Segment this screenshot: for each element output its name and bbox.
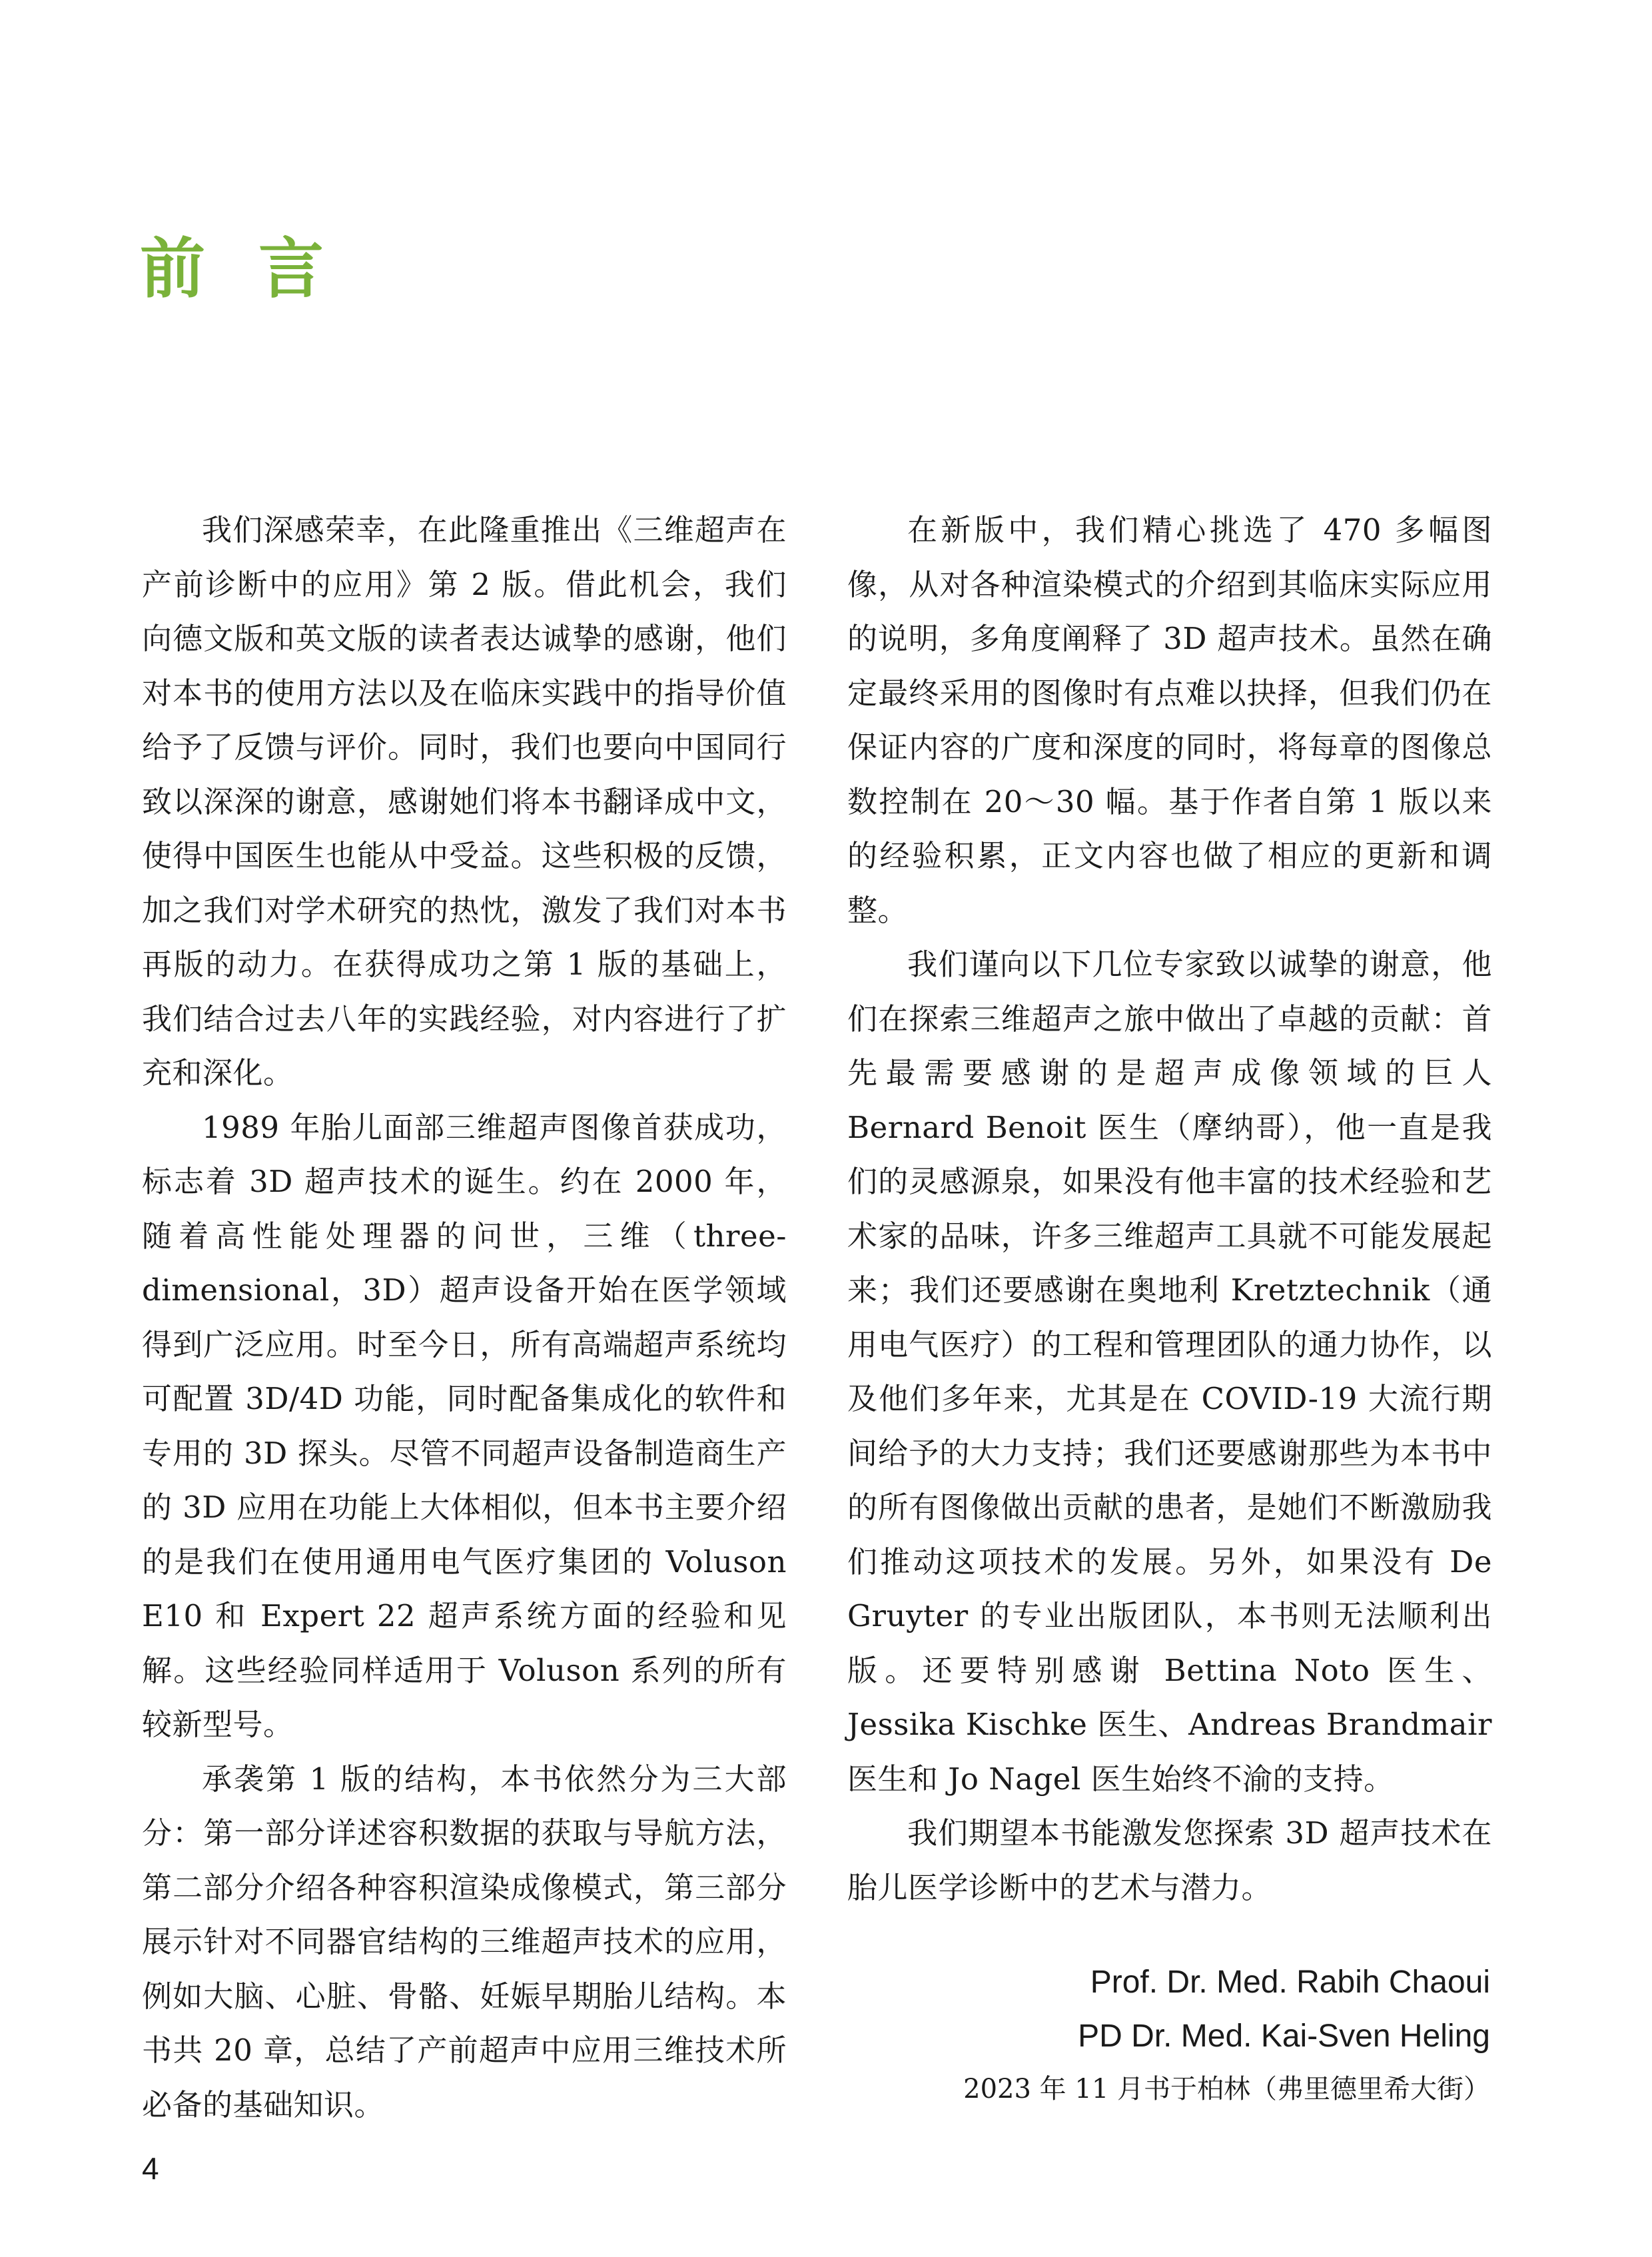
paragraph: 我们期望本书能激发您探索 3D 超声技术在胎儿医学诊断中的艺术与潜力。	[847, 1815, 1492, 1905]
signature-date: 2023 年 11 月书于柏林（弗里德里希大街）	[963, 2074, 1490, 2104]
paragraph: 我们深感荣幸，在此隆重推出《三维超声在产前诊断中的应用》第 2 版。借此机会，我们向德文版和英文版的读者表达诚挚的感谢，他们对本书的使用方法以及在临床实践中的指导价值给予了反馈与评价。同时，我们也要向中国同行致以深深的谢意，感谢她们将本书翻译成中文，使得中国医生也能从中受益。这些积极的反馈，加之我们对学术研究的热忱，激发了我们对本书再版的动力。在获得成功之第 1 版的基础上，我们结合过去八年的实践经验，对内容进行了扩充和深化。	[142, 512, 787, 1091]
paragraph: 我们谨向以下几位专家致以诚挚的谢意，他们在探索三维超声之旅中做出了卓越的贡献：首先最需要感谢的是超声成像领域的巨人 Bernard Benoit 医生（摩纳哥），他一直是我们的灵感源泉，如果没有他丰富的技术经验和艺术家的品味，许多三维超声工具就不可能发展起来；我们还要感谢在奥地利 Kretztechnik（通用电气医疗）的工程和管理团队的通力协作，以及他们多年来，尤其是在 COVID-19 大流行期间给予的大力支持；我们还要感谢那些为本书中的所有图像做出贡献的患者，是她们不断激励我们推动这项技术的发展。另外，如果没有 De Gruyter 的专业出版团队，本书则无法顺利出版。还要特别感谢 Bettina Noto 医生、Jessika Kischke 医生、Andreas Brandmair 医生和 Jo Nagel 医生始终不渝的支持。	[847, 947, 1492, 1797]
page-title: 前言	[140, 230, 378, 307]
author-name: PD Dr. Med. Kai-Sven Heling	[1078, 2019, 1490, 2054]
paragraph: 在新版中，我们精心挑选了 470 多幅图像，从对各种渲染模式的介绍到其临床实际应用的说明，多角度阐释了 3D 超声技术。虽然在确定最终采用的图像时有点难以抉择，但我们仍在保证内容的广度和深度的同时，将每章的图像总数控制在 20～30 幅。基于作者自第 1 版以来的经验积累，正文内容也做了相应的更新和调整。	[847, 512, 1492, 928]
paragraph: 承袭第 1 版的结构，本书依然分为三大部分：第一部分详述容积数据的获取与导航方法，第二部分介绍各种容积渲染成像模式，第三部分展示针对不同器官结构的三维超声技术的应用，例如大脑、心脏、骨骼、妊娠早期胎儿结构。本书共 20 章，总结了产前超声中应用三维技术所必备的基础知识。	[142, 1761, 787, 2122]
page-number: 4	[142, 2151, 159, 2186]
author-name: Prof. Dr. Med. Rabih Chaoui	[1090, 1965, 1490, 2000]
left-column	[142, 503, 787, 2132]
paragraph: 1989 年胎儿面部三维超声图像首获成功，标志着 3D 超声技术的诞生。约在 2000 年，随着高性能处理器的问世，三维（three-dimensional，3D）超声设备开始在医学领域得到广泛应用。时至今日，所有高端超声系统均可配置 3D/4D 功能，同时配备集成化的软件和专用的 3D 探头。尽管不同超声设备制造商生产的 3D 应用在功能上大体相似，但本书主要介绍的是我们在使用通用电气医疗集团的 Voluson E10 和 Expert 22 超声系统方面的经验和见解。这些经验同样适用于 Voluson 系列的所有较新型号。	[142, 1109, 787, 1742]
right-column	[847, 503, 1492, 1915]
signature-block	[963, 1955, 1490, 2115]
